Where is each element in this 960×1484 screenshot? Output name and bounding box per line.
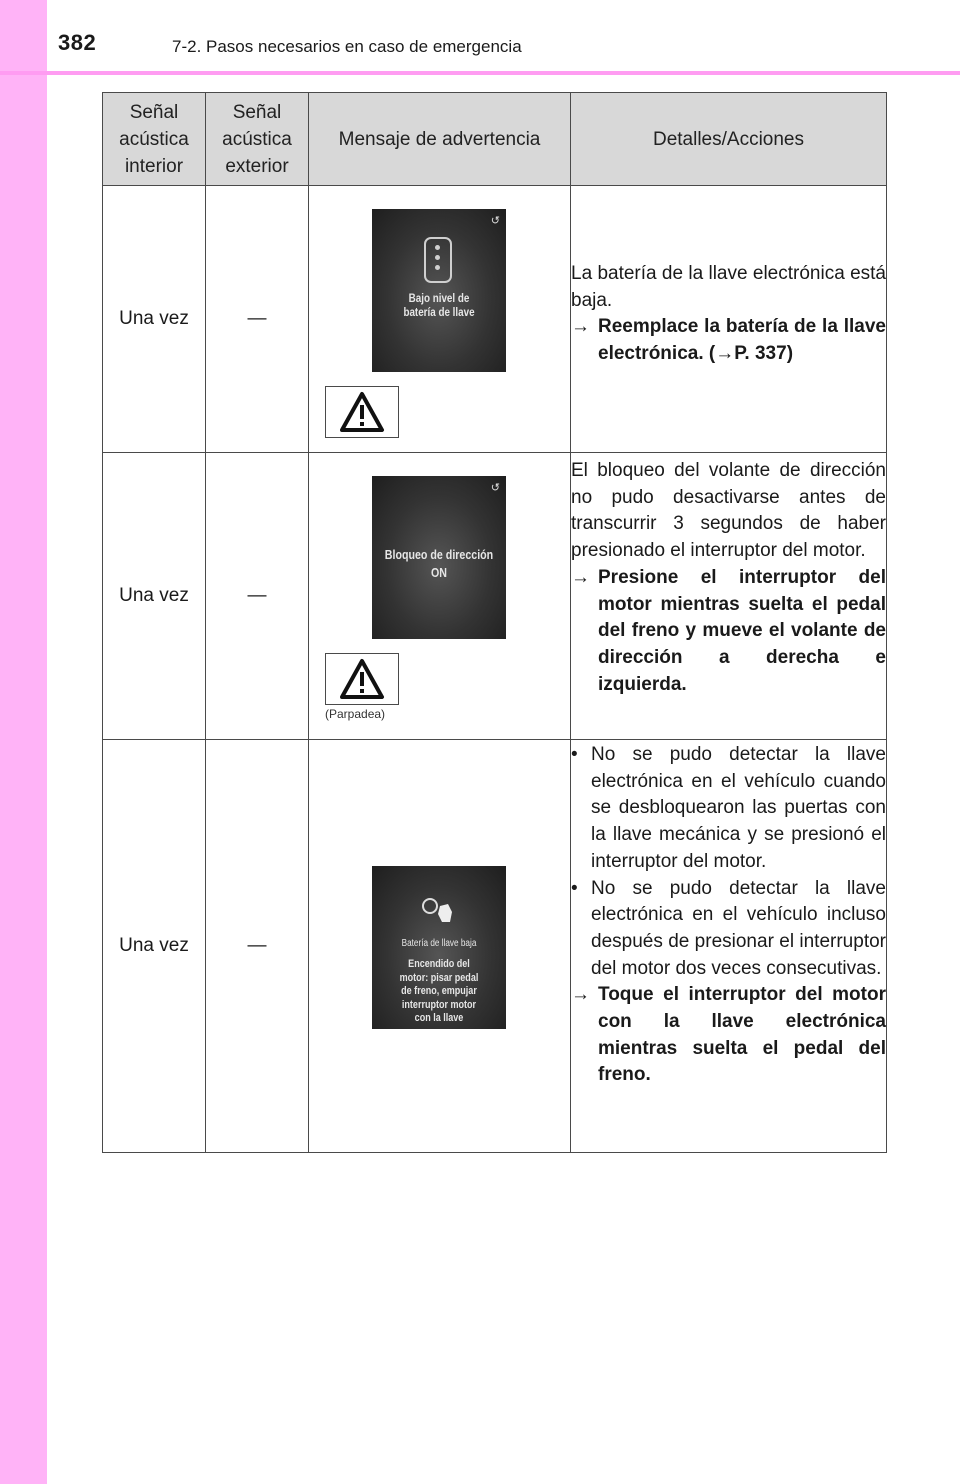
exterior-signal: — <box>206 186 309 453</box>
screen-title: Batería de llave baja <box>401 938 477 949</box>
master-warning-box <box>325 386 399 438</box>
warning-message-cell <box>309 740 571 1153</box>
action-line <box>571 982 886 1089</box>
details-cell <box>571 453 887 740</box>
details-text: La batería de la llave electrónica está baja. <box>571 263 886 311</box>
table-row <box>103 186 887 453</box>
page-number: 382 <box>58 30 97 55</box>
arrow-icon: → <box>571 566 590 588</box>
action-line <box>571 314 886 367</box>
action-line <box>571 565 886 699</box>
warning-triangle-icon <box>339 391 385 433</box>
arrow-icon: → <box>571 316 590 338</box>
col-header-exterior: Señal acústica exterior <box>206 93 309 186</box>
bullet-glyph: • <box>571 744 578 765</box>
warning-message-cell <box>309 453 571 740</box>
screen-message: Bloqueo de dirección <box>384 547 494 562</box>
details-text: El bloqueo del volante de dirección no pudo desactivarse antes de transcurrir 3 segundos de haber presionado el interruptor del motor. <box>571 460 886 562</box>
key-battery-start-screen <box>372 866 506 1029</box>
col-header-message: Mensaje de advertencia <box>309 93 571 186</box>
action-text: Toque el interruptor del motor con la llave electrónica mientras suelta el pedal del freno. <box>598 984 886 1086</box>
details-cell <box>571 740 887 1153</box>
details-cell <box>571 186 887 453</box>
warning-message-cell <box>309 186 571 453</box>
key-fob-icon <box>424 237 452 283</box>
key-touch-icon <box>420 896 460 926</box>
bullet-glyph: • <box>571 877 578 899</box>
table-row <box>103 453 887 740</box>
return-icon: ↺ <box>490 215 500 227</box>
col-header-interior: Señal acústica interior <box>103 93 206 186</box>
exterior-signal: — <box>206 453 309 740</box>
warning-table <box>102 92 887 1153</box>
col-header-details: Detalles/Acciones <box>571 93 887 186</box>
screen-message: Bajo nivel de batería de llave <box>403 291 475 319</box>
bullet-text: No se pudo detectar la llave electrónica en el vehículo cuando se desbloquearon las puertas con la llave mecánica y se presionó el interruptor del motor. <box>591 744 886 872</box>
action-text: Presione el interruptor del motor mientras suelta el pedal del freno y mueve el volante de dirección a derecha e izquierda. <box>598 566 886 695</box>
warning-triangle-icon <box>339 658 385 700</box>
table-row <box>103 740 887 1153</box>
arrow-icon: → <box>571 984 590 1006</box>
master-warning-box <box>325 653 399 705</box>
return-icon: ↺ <box>490 482 500 494</box>
screen-message-status: ON <box>431 565 447 580</box>
interior-signal: Una vez <box>103 186 206 453</box>
interior-signal: Una vez <box>103 740 206 1153</box>
key-battery-low-screen <box>372 209 506 372</box>
blink-note: (Parpadea) <box>325 707 386 721</box>
bullet-text: No se pudo detectar la llave electrónica en el vehículo incluso después de presionar el interruptor del motor dos veces consecutivas. <box>591 877 886 979</box>
header-divider <box>0 71 960 75</box>
section-title: 7-2. Pasos necesarios en caso de emergencia <box>172 37 522 56</box>
exterior-signal: — <box>206 740 309 1153</box>
table-header-row <box>103 93 887 186</box>
action-text: Reemplace la batería de la llave electrónica. (→P. 337) <box>598 316 886 365</box>
side-bar <box>0 0 47 1484</box>
steering-lock-screen <box>372 476 506 639</box>
interior-signal: Una vez <box>103 453 206 740</box>
list-item <box>571 742 886 876</box>
list-item <box>571 876 886 983</box>
screen-message: Encendido del motor: pisar pedal de freno, empujar interruptor motor con la llave <box>399 958 479 1024</box>
